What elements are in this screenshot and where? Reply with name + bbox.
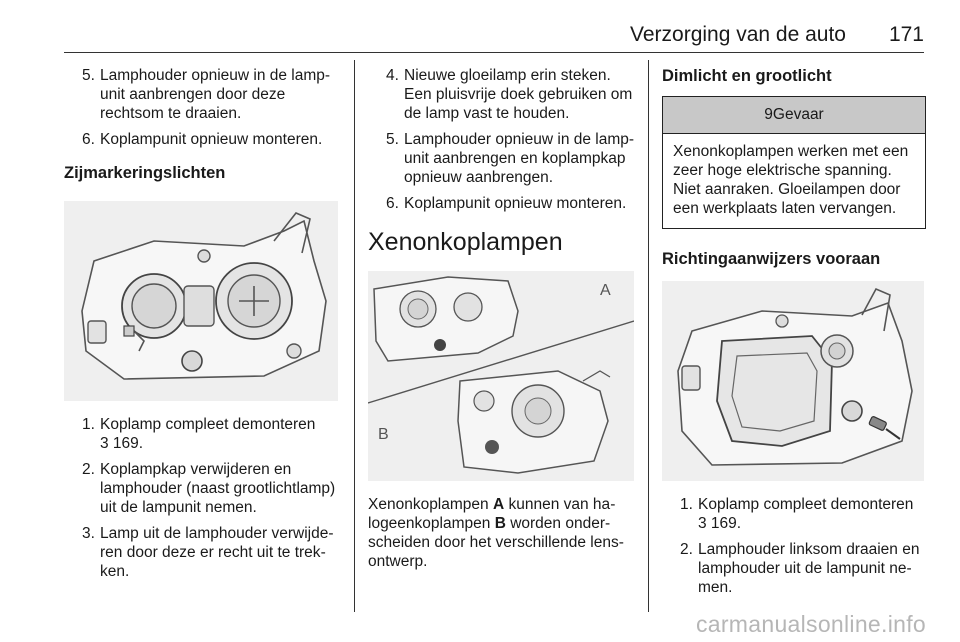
steps-list-top: [64, 66, 340, 149]
warning-triangle-icon: 9: [764, 106, 773, 123]
figure-label-b: B: [378, 426, 389, 443]
side-marker-lamp-illustration: [64, 201, 338, 401]
list-item: 2. Koplampkap verwijderen en lamphouder (naast grootlichtlamp) uit de lampunit nemen.: [82, 461, 336, 516]
section-heading-headlights: Dimlicht en grootlicht: [662, 67, 832, 85]
list-item: 5. Lamphouder opnieuw in de lampunit aanbrengen door deze rechtsom te draaien.: [82, 67, 331, 122]
page-title: Verzorging van de auto: [630, 23, 846, 46]
section-heading-front-indicators: Richtingaanwijzers vooraan: [662, 250, 881, 268]
page-number: 171: [888, 23, 924, 46]
xenon-vs-halogen-illustration: [368, 271, 634, 481]
column-middle: [368, 66, 636, 571]
list-item: 6. Koplampunit opnieuw monteren.: [82, 131, 323, 148]
warning-title: Gevaar: [772, 106, 824, 123]
xenon-description: Xenonkoplampen A kunnen van halogeenkoplampen B worden onderscheiden door het verschillende lensontwerp.: [368, 496, 624, 570]
watermark-text: carmanualsonline.info: [695, 611, 926, 637]
list-item: 3. Lamp uit de lamphouder verwijderen door deze er recht uit te trekken.: [82, 525, 334, 580]
column-divider-1: [354, 60, 355, 612]
steps-list-bottom: [64, 415, 340, 581]
list-item: 4. Nieuwe gloeilamp erin steken. Een pluisvrije doek gebruiken om de lamp vast te houden.: [386, 67, 633, 122]
figure-label-a: A: [600, 282, 611, 299]
section-heading-xenon: Xenonkoplampen: [368, 228, 563, 256]
danger-warning-box: [662, 96, 926, 229]
column-left: [64, 66, 340, 588]
list-item: 2. Lamphouder linksom draaien en lamphouder uit de lampunit nemen.: [680, 541, 920, 596]
list-item: 5. Lamphouder opnieuw in de lampunit aanbrengen en koplampkap opnieuw aanbrengen.: [386, 131, 635, 186]
warning-text: Xenonkoplampen werken met een zeer hoge elektrische spanning. Niet aanraken. Gloeilampen door een werkplaats laten vervangen.: [673, 143, 909, 217]
list-item: 1. Koplamp compleet demonteren 3 169.: [82, 416, 316, 452]
steps-list: [368, 66, 636, 213]
column-divider-2: [648, 60, 649, 612]
column-right: [662, 66, 926, 604]
section-heading-side-markers: Zijmarkeringslichten: [64, 164, 226, 182]
steps-list: [662, 495, 926, 597]
list-item: 1. Koplamp compleet demonteren 3 169.: [680, 496, 914, 532]
list-item: 6. Koplampunit opnieuw monteren.: [386, 195, 627, 212]
page-header: [64, 0, 924, 53]
warning-header: [663, 97, 925, 134]
front-indicator-illustration: [662, 281, 924, 481]
